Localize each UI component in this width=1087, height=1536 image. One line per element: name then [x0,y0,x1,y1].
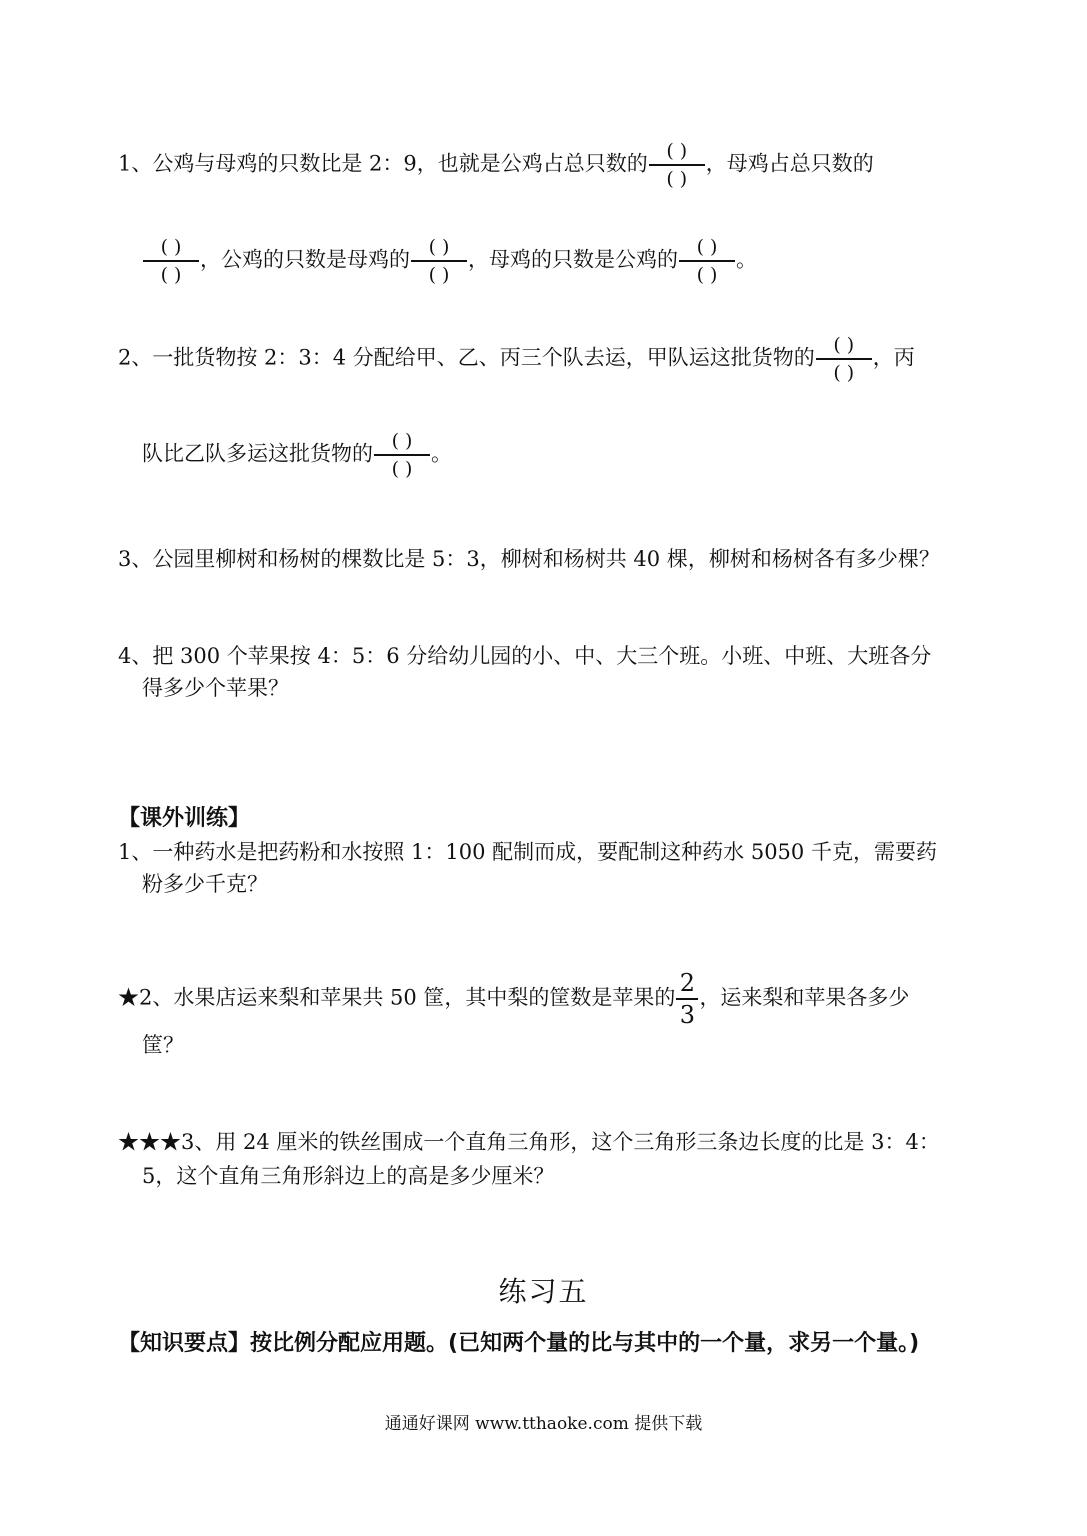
problem-2-text-c: 队比乙队多运这批货物的 [142,441,373,466]
problem-1-text-a: 1、公鸡与母鸡的只数比是 2：9，也就是公鸡占总只数的 [118,151,648,176]
section-title: 练习五 [498,1275,589,1308]
numerator-blank[interactable]: ( ) [428,236,450,258]
extra-question-3-line-1: ★★★3、用 24 厘米的铁丝围成一个直角三角形，这个三角形三条边长度的比是 3：4： [118,1130,940,1154]
problem-1-line-1 [118,140,874,190]
fraction-two-thirds [676,970,698,1028]
denominator-blank[interactable]: ( ) [833,362,855,384]
fraction-bar [676,998,698,1000]
knowledge-text: 按比例分配应用题。(已知两个量的比与其中的一个量，求另一个量。) [250,1331,920,1356]
extra-question-2-line-2: 筐？ [142,1033,184,1057]
fraction-blank[interactable] [679,236,735,286]
problem-1-text-d: ，母鸡的只数是公鸡的 [468,247,678,272]
extra-question-3-line-2: 5，这个直角三角形斜边上的高是多少厘米？ [142,1164,555,1188]
fraction-bar [816,358,872,360]
fraction-bar [143,260,199,262]
denominator-blank[interactable]: ( ) [696,264,718,286]
denominator-blank[interactable]: ( ) [666,168,688,190]
fraction-blank[interactable] [816,334,872,384]
denominator-blank[interactable]: ( ) [428,264,450,286]
fraction-denominator: 3 [679,1001,696,1029]
problem-2-text-a: 2、一批货物按 2：3：4 分配给甲、乙、丙三个队去运，甲队运这批货物的 [118,345,815,370]
problem-2-text-d: 。 [431,441,452,466]
fraction-blank[interactable] [374,430,430,480]
problem-1-line-2 [142,236,757,286]
numerator-blank[interactable]: ( ) [833,334,855,356]
problem-1-text-c: ，公鸡的只数是母鸡的 [200,247,410,272]
numerator-blank[interactable]: ( ) [666,140,688,162]
denominator-blank[interactable]: ( ) [160,264,182,286]
problem-2-text-b: ，丙 [872,345,915,370]
fraction-bar [679,260,735,262]
problem-4-line-2: 得多少个苹果？ [142,676,289,700]
problem-2-line-1 [118,334,915,384]
extra-question-1-line-1: 1、一种药水是把药粉和水按照 1：100 配制而成，要配制这种药水 5050 千克，需要药 [118,840,937,864]
problem-4-line-1: 4、把 300 个苹果按 4：5：6 分给幼儿园的小、中、大三个班。小班、中班、大班各分 [118,644,932,668]
problem-1-text-b: ，母鸡占总只数的 [705,151,874,176]
fraction-bar [649,164,705,166]
extra-training-heading: 【课外训练】 [118,805,251,831]
problem-3: 3、公园里柳树和杨树的棵数比是 5：3，柳树和杨树共 40 棵，柳树和杨树各有多少棵？ [118,547,940,571]
fraction-blank[interactable] [143,236,199,286]
fraction-bar [411,260,467,262]
numerator-blank[interactable]: ( ) [391,430,413,452]
fraction-numerator: 2 [679,969,696,997]
numerator-blank[interactable]: ( ) [160,236,182,258]
fraction-blank[interactable] [649,140,705,190]
knowledge-label: 【知识要点】 [118,1331,251,1356]
fraction-blank[interactable] [411,236,467,286]
problem-2-line-2 [142,430,452,480]
denominator-blank[interactable]: ( ) [391,458,413,480]
problem-1-text-e: 。 [736,247,757,272]
extra-question-2-line-1 [118,970,909,1028]
knowledge-points [118,1330,919,1358]
extra-question-2-text-b: ，运来梨和苹果各多少 [699,985,910,1010]
numerator-blank[interactable]: ( ) [696,236,718,258]
fraction-bar [374,454,430,456]
footer-credit: 通通好课网 www.tthaoke.com 提供下载 [384,1414,703,1434]
extra-question-2-text-a: ★2、水果店运来梨和苹果共 50 筐，其中梨的筐数是苹果的 [118,985,676,1010]
extra-question-1-line-2: 粉多少千克？ [142,872,268,896]
